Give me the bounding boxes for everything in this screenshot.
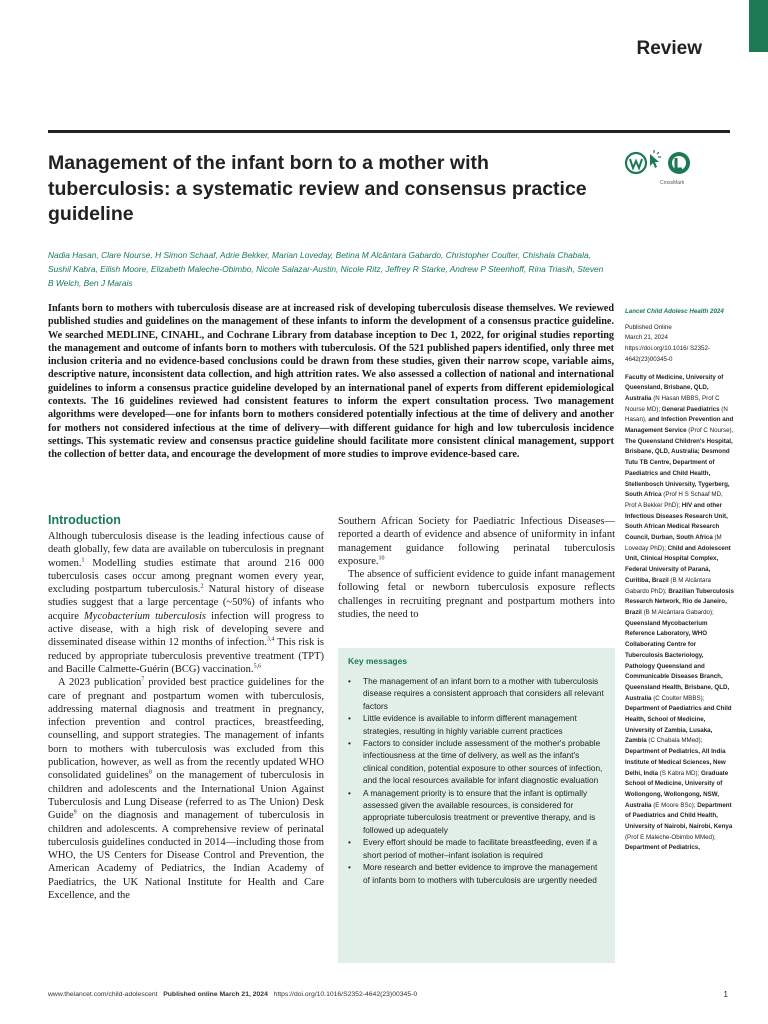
affiliation-institution: The Queensland Children's Hospital, Brisbane, QLD, Australia; Desmond Tutu TB Centre, Department of Paediatrics and Child Health, Stellenbosch University, Tygerberg, South Africa: [625, 437, 733, 499]
key-message-item: [348, 712, 606, 737]
paragraph-text: Southern African Society for Paediatric Infectious Diseases—reported a dearth of evidence and absence of uniformity in infant management guidance following perinatal tuberculosis exposure.: [338, 516, 615, 567]
affiliation-authors: (Prof H S Schaaf MD, Prof A Bekker PhD);: [625, 491, 723, 509]
affiliation-institution: HIV and other Infectious Diseases Research Unit, South African Medical Research Council, Durban, South Africa: [625, 501, 728, 542]
paragraph: [48, 676, 324, 902]
section-heading-introduction: Introduction: [48, 513, 121, 527]
paragraph-text: Modelling studies estimate that around 216 000 tuberculosis cases occur among pregnant women every year, excluding postpartum tuberculosis.: [48, 557, 324, 596]
key-message-item: [348, 787, 606, 837]
article-title: Management of the infant born to a mother with tuberculosis: a systematic review and consensus practice guideline: [48, 152, 587, 225]
key-message-item: [348, 737, 606, 787]
paragraph-text: Although tuberculosis disease is the leading infectious cause of death globally, few data are available on tuberculosis in pregnant women.: [48, 531, 324, 569]
footer-doi[interactable]: https://doi.org/10.1016/S2352-4642(23)00345-0: [273, 991, 418, 998]
cursor-icon: [650, 150, 661, 168]
affiliation-institution: Child and Adolescent Unit, Clinical Hospital Complex, Federal University of Paraná, Curitiba, Brazil: [625, 544, 731, 584]
doi-link[interactable]: https://doi.org/10.1016/ S2352-4642(23)00345-0: [625, 345, 710, 363]
affiliation-institution: Department of Pediatrics, All India Institute of Medical Sciences, New Delhi, India: [625, 748, 726, 777]
affiliation-authors: (Prof E Maleche-Obimbo MMed);: [625, 833, 716, 841]
affiliation-authors: (B M Alcântara Gabardo PhD);: [625, 576, 711, 595]
affiliation-authors: (C Chabala MMed);: [646, 737, 703, 745]
paragraph-text: on the management of tuberculosis in children and adolescents and the International Union Against Tuberculosis and Lung Disease (referred to as The Union) Desk Guide: [48, 770, 324, 822]
sidebar: [625, 307, 735, 854]
publication-info: [625, 323, 735, 366]
affiliation-institution: and Infection Prevention and Management Service: [625, 416, 734, 435]
affiliation-institution: Queensland Mycobacterium Reference Laboratory, WHO Collaborating Centre for Tuberculosis Bacteriology, Pathology Queensland and Communicable Diseases Branch, Queensland Health, Brisbane, QLD, Australia: [625, 619, 730, 702]
key-message-text: More research and better evidence to improve the management of infants born to mothers with tuberculosis are urgently needed: [363, 862, 598, 885]
paragraph-text: on the diagnosis and management of tuberculosis in children and adolescents. A comprehensive review of perinatal tuberculosis guidelines conducted in 2014—including those from WHO, the US Centers for Disease Control and Prevention, the American Academy of Pediatrics, the Indian Academy of Paediatrics, the UK National Institute for Health and Care Excellence, and the: [48, 810, 324, 902]
citation-ref[interactable]: 10: [378, 555, 385, 562]
key-message-item: [348, 861, 606, 886]
citation-ref[interactable]: 1: [81, 557, 85, 564]
footer-url[interactable]: www.thelancet.com/child-adolescent: [48, 991, 158, 998]
intro-column-1: [48, 530, 324, 902]
paragraph-text: This risk is reduced by appropriate tuberculosis preventive treatment (TPT) and Bacille Calmette-Guérin (BCG) vaccination.: [48, 637, 324, 675]
affiliation-institution: Faculty of Medicine, University of Queensland, Brisbane, QLD, Australia: [625, 373, 724, 402]
affiliation-institution: General Paediatrics: [661, 405, 720, 413]
paragraph-text: A 2023 publication: [58, 677, 142, 689]
affiliation-authors: (Prof C Nourse),: [686, 427, 734, 435]
bullet-icon: •: [348, 787, 351, 798]
affiliation-institution: Department of Paediatrics and Child Health, University of Nairobi, Nairobi, Kenya: [625, 801, 733, 831]
key-message-text: Every effort should be made to facilitate breastfeeding, even if a short period of mother–infant isolation is required: [363, 837, 598, 860]
abstract: Infants born to mothers with tuberculosis disease are at increased risk of developing tuberculosis disease themselves. We reviewed published studies and guidelines on the management of these infants to inform the development of a consensus practice guideline. We searched MEDLINE, CINAHL, and Cochrane Library from database inception to Dec 1, 2022, for original studies reporting the management and outcome of infants born to mothers with tuberculosis. Of the 521 published papers identified, only three met inclusion criteria and no evidence-based conclusions could be drawn from these studies, given their narrow scope, variable aims, descriptive nature, inconsistent data collection, and high attrition rates. We also assessed a collection of national and international guidelines to inform a consensus practice guideline developed by an international panel of experts from different epidemiological contexts. The 16 guidelines reviewed had consistent features to inform the expert consultation process. Two management algorithms were developed—one for infants born to mothers considered potentially infectious at the time of delivery and another for mothers not considered infectious at the time of delivery—with different guidance for high and low tuberculosis incidence settings. This systematic review and consensus practice guideline should facilitate more consistent clinical management, support the collection of better data, and encourage the development of more studies to improve evidence-based care.: [48, 303, 614, 461]
citation-ref[interactable]: 7: [141, 676, 145, 683]
paragraph-text: infection will progress to active disease, with a high risk of developing severe and disseminated disease within 12 months of infection.: [48, 610, 324, 649]
footer-published: Published online March 21, 2024: [163, 991, 268, 998]
affiliation-institution: Graduate School of Medicine, University of Wollongong, Wollongong, NSW, Australia: [625, 769, 729, 809]
affiliation-institution: Department of Pediatrics,: [625, 844, 700, 852]
affiliation-authors: (S Kabra MD);: [658, 769, 701, 777]
paragraph-text: provided best practice guidelines for the care of pregnant and postpartum women with tuberculosis, addressing maternal diagnosis and treatment in pregnancy, infection prevention and control practices, breastfeeding, counselling, and support strategies. The management of infants born to mothers with tuberculosis was excluded from this publication, however, as well as from the recently updated WHO consolidated guidelines: [48, 677, 324, 782]
species-name: Mycobacterium tuberculosis: [84, 610, 207, 622]
key-messages-title: Key messages: [348, 656, 408, 666]
bullet-icon: •: [348, 738, 351, 749]
page-footer: [48, 991, 738, 998]
key-message-text: A management priority is to ensure that the infant is optimally assessed given the available resources, is considered for appropriate tuberculosis treatment or preventive therapy, and is followed up adequately: [363, 787, 596, 835]
affiliation-institution: Department of Paediatrics and Child Health, School of Medicine, University of Zambia, Lusaka, Zambia: [625, 705, 732, 745]
bullet-icon: •: [348, 676, 351, 686]
author-list: Nadia Hasan, Clare Nourse, H Simon Schaaf, Adrie Bekker, Marian Loveday, Betina M Alcântara Gabardo, Christopher Coulter, Chishala Chabala, Sushil Kabra, Eilish Moore, Elizabeth Maleche-Obimbo, Nicole Salazar-Austin, Nicole Ritz, Jeffrey R Starke, Andrew P Steenhoff, Rina Triasih, Steven B Welch, Ben J Marais: [48, 250, 604, 288]
published-date: March 21, 2024: [625, 334, 668, 342]
citation-ref[interactable]: 3,4: [266, 636, 275, 643]
crossmark-label: CrossMark: [660, 180, 685, 186]
affiliation-authors: (E Moore BSc);: [651, 801, 698, 809]
bullet-icon: •: [348, 713, 351, 724]
header-rule: [48, 130, 730, 133]
journal-citation: Lancet Child Adolesc Health 2024: [625, 308, 724, 315]
affiliation-authors: (N Hasan),: [625, 405, 728, 424]
journal-accent-bar: [749, 0, 768, 52]
citation-ref[interactable]: 9: [73, 809, 77, 816]
paragraph-text: The absence of sufficient evidence to guide infant management following fetal or newborn tuberculosis exposure reflects challenges in recruiting pregnant and postpartum mothers into studies, the need to: [338, 569, 615, 621]
affiliation-authors: (N Hasan MBBS, Prof C Nourse MD);: [625, 394, 720, 413]
key-message-item: [348, 836, 606, 861]
paragraph: [48, 530, 324, 676]
page-number: 1: [723, 990, 728, 999]
affiliations: [625, 373, 735, 855]
affiliation-authors: (M Loveday PhD);: [625, 534, 722, 552]
published-online-label: Published Online: [625, 323, 672, 331]
key-message-text: Little evidence is available to inform different management strategies, resulting in highly variable current practices: [363, 713, 577, 736]
affiliation-authors: (B M Alcântara Gabardo);: [641, 608, 714, 616]
intro-column-2: [338, 515, 615, 621]
affiliation-institution: Brazilian Tuberculosis Research Network, Rio de Janeiro, Brazil: [625, 587, 734, 616]
paragraph: [338, 515, 615, 568]
bullet-icon: •: [348, 837, 351, 848]
key-message-text: Factors to consider include assessment of the mother's probable infectiousness at the time of delivery, as well as the infant's clinical condition, potential exposure to other sources of infection, and the local resources available for infant diagnostic evaluation: [363, 738, 603, 786]
key-message-text: The management of an infant born to a mother with tuberculosis disease requires a consistent approach that considers all relevant factors: [363, 676, 604, 711]
crossmark-icon: [668, 152, 690, 174]
open-access-icon: [626, 153, 646, 173]
key-message-item: [348, 675, 606, 712]
citation-ref[interactable]: 2: [200, 583, 204, 590]
paragraph: [338, 568, 615, 621]
key-messages-list: [348, 675, 606, 886]
affiliation-authors: (C Coulter MBBS);: [651, 694, 705, 702]
citation-ref[interactable]: 5,6: [253, 663, 262, 670]
paragraph-text: Natural history of disease studies suggest that a large percentage (~50%) of infants who acquire: [48, 584, 324, 622]
citation-ref[interactable]: 8: [148, 769, 152, 776]
section-label: Review: [636, 38, 702, 59]
bullet-icon: •: [348, 862, 351, 873]
